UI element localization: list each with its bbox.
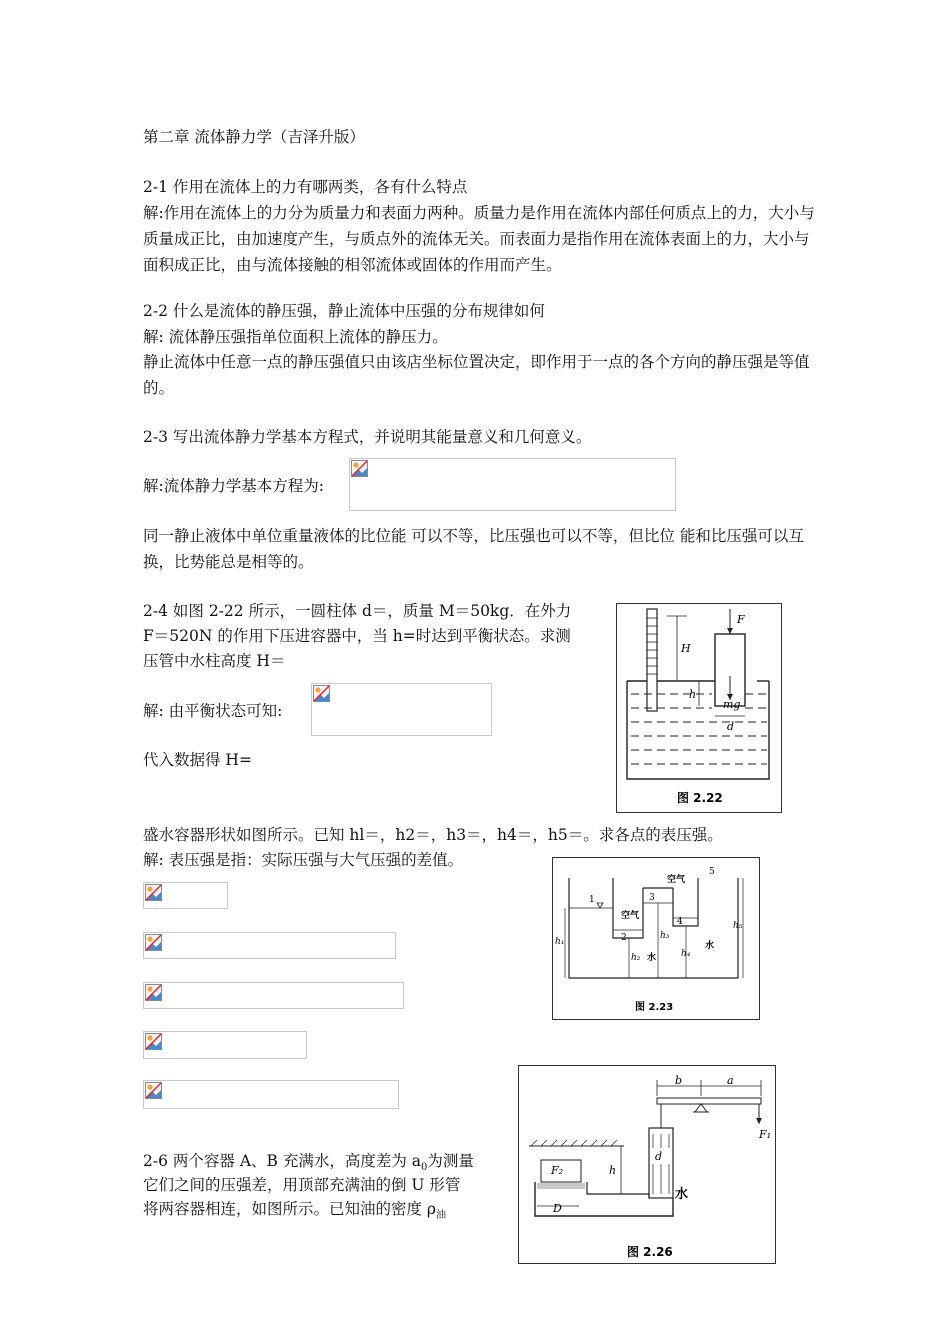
q25-equation-image-5	[143, 1080, 399, 1109]
q24-question-line-3: 压管中水柱高度 H＝	[143, 652, 286, 670]
q26-line-1-end: 为测量	[427, 1152, 474, 1170]
fig222-caption: 图 2.22	[677, 791, 723, 805]
q23-answer-label: 解:流体静力学基本方程为:	[143, 477, 324, 495]
broken-image-icon	[145, 1082, 162, 1099]
broken-image-icon	[351, 460, 368, 477]
q24-answer-label: 解: 由平衡状态可知:	[143, 702, 283, 720]
q24-equation-image	[311, 683, 492, 736]
q24-substitute: 代入数据得 H=	[143, 751, 252, 769]
figure-2-22	[616, 603, 782, 813]
q23-question: 2-3 写出流体静力学基本方程式，并说明其能量意义和几何意义。	[143, 428, 592, 446]
q26-line-1-sub: 0	[421, 1162, 428, 1174]
fig223-label-water-2: 水	[705, 941, 715, 951]
q25-equation-image-3	[143, 982, 404, 1009]
q21-question: 2-1 作用在流体上的力有哪两类，各有什么特点	[143, 178, 468, 196]
broken-image-icon	[145, 884, 162, 901]
fig223-label-h5: h₅	[733, 921, 743, 931]
fig226-label-D: D	[553, 1202, 562, 1215]
broken-image-icon	[145, 1033, 162, 1050]
q21-answer: 解:作用在流体上的力分为质量力和表面力两种。质量力是作用在流体内部任何质点上的力，大小与质量成正比，由加速度产生，与质点外的流体无关。而表面力是指作用在流体表面上的力，大小与面积成正比，由与流体接触的相邻流体或固体的作用而产生。	[143, 204, 815, 274]
q25-equation-image-4	[143, 1031, 307, 1059]
broken-image-icon	[313, 685, 330, 702]
fig223-label-water-1: 水	[647, 953, 657, 963]
fig226-label-F2: F₂	[551, 1164, 564, 1177]
fig223-label-air-1: 空气	[621, 911, 640, 921]
q23-explanation: 同一静止液体中单位重量液体的比位能 可以不等，比压强也可以不等，但比位 能和比压强可以互换，比势能总是相等的。	[143, 527, 804, 571]
q26-line-3-text: 将两容器相连，如图所示。已知油的密度 ρ	[143, 1200, 437, 1218]
fig223-label-5: 5	[709, 867, 715, 877]
fig223-label-2: 2	[621, 933, 627, 943]
q25-equation-image-2	[143, 932, 396, 959]
q25-question: 盛水容器形状如图所示。已知 hl＝，h2＝，h3＝，h4＝，h5＝。求各点的表压强。	[143, 826, 723, 844]
q25-equation-image-1	[143, 882, 228, 909]
q24-question-line-2: F＝520N 的作用下压进容器中，当 h=时达到平衡状态。求测	[143, 627, 571, 645]
fig226-label-water: 水	[675, 1187, 689, 1202]
q26-line-2: 它们之间的压强差，用顶部充满油的倒 U 形管	[143, 1176, 461, 1194]
q25-answer: 解: 表压强是指：实际压强与大气压强的差值。	[143, 851, 464, 869]
fig226-label-a: a	[727, 1074, 734, 1087]
fig222-label-mg: mg	[723, 698, 741, 711]
chapter-title: 第二章 流体静力学（吉泽升版）	[143, 128, 365, 146]
fig223-label-air-2: 空气	[667, 875, 686, 885]
fig223-label-h3: h₃	[660, 931, 670, 941]
q22-answer-1: 解: 流体静压强指单位面积上流体的静压力。	[143, 328, 448, 346]
fig223-label-h1: h₁	[555, 937, 565, 947]
fig226-label-d: d	[655, 1150, 663, 1163]
fig226-caption: 图 2.26	[627, 1245, 673, 1259]
fig222-label-h: h	[689, 688, 697, 701]
q26-line-3-sub: 油	[436, 1210, 447, 1222]
fig223-caption: 图 2.23	[635, 1002, 674, 1013]
fig223-label-h4: h₄	[681, 949, 691, 959]
broken-image-icon	[145, 934, 162, 951]
fig222-label-d: d	[727, 720, 735, 733]
fig223-label-1: 1	[589, 895, 595, 905]
q24-question-line-1: 2-4 如图 2-22 所示，一圆柱体 d＝，质量 M＝50kg．在外力	[143, 602, 572, 620]
fig223-label-4: 4	[677, 917, 683, 927]
fig222-label-F: F	[737, 613, 745, 626]
q26-line-3	[143, 1196, 446, 1229]
fig226-label-F1: F₁	[759, 1128, 772, 1141]
q22-answer-2: 静止流体中任意一点的静压强值只由该店坐标位置决定，即作用于一点的各个方向的静压强是等值的。	[143, 353, 810, 397]
q23-equation-image	[349, 458, 676, 511]
fig223-label-3: 3	[649, 893, 655, 903]
figure-2-23	[552, 857, 760, 1020]
broken-image-icon	[145, 984, 162, 1001]
q22-question: 2-2 什么是流体的静压强，静止流体中压强的分布规律如何	[143, 302, 545, 320]
fig223-label-h2: h₂	[631, 953, 641, 963]
q26-line-1-text: 2-6 两个容器 A、B 充满水，高度差为 a	[143, 1152, 421, 1170]
fig226-label-h: h	[609, 1164, 617, 1177]
fig226-label-b: b	[675, 1074, 683, 1087]
figure-2-26	[518, 1065, 776, 1264]
fig222-label-H: H	[681, 642, 691, 655]
